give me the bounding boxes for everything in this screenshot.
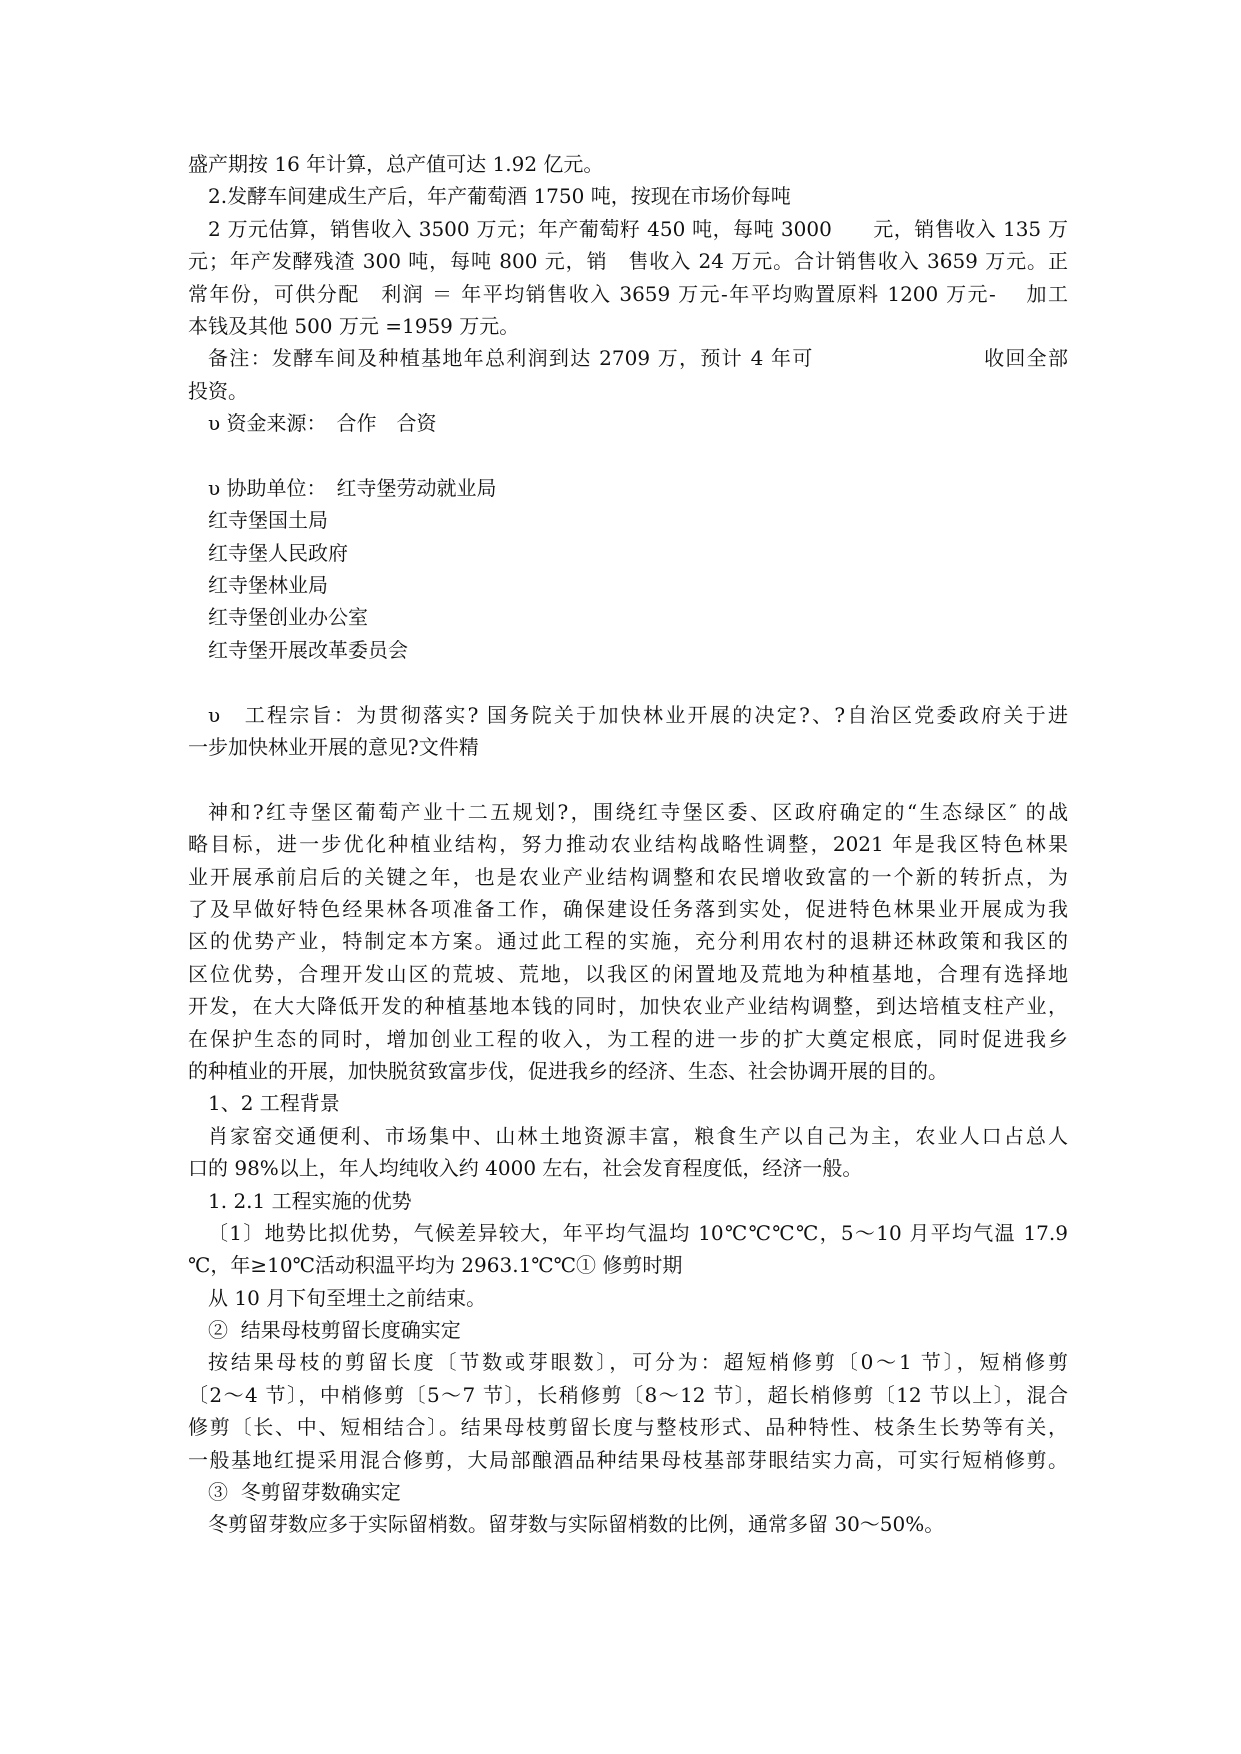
blank-line: [188, 440, 1068, 472]
text-line: 略目标，进一步优化种植业结构，努力推动农业结构战略性调整，2021 年是我区特色林果: [188, 832, 1068, 857]
text-line: 了及早做好特色经果林各项准备工作，确保建设任务落到实处，促进特色林果业开展成为我: [188, 896, 1068, 921]
text-line: 〔2～4 节〕，中梢修剪〔5～7 节〕，长稍修剪〔8～12 节〕，超长梢修剪〔12 节以上〕，混合: [188, 1382, 1068, 1407]
text-line: 本钱及其他 500 万元 =1959 万元。: [188, 313, 520, 338]
text-line: 一般基地红提采用混合修剪，大局部酿酒品种结果母枝基部芽眼结实力高，可实行短梢修剪。: [188, 1447, 1068, 1472]
text-line: 肖家窑交通便利、市场集中、山林土地资源丰富，粮食生产以自己为主，农业人口占总人: [208, 1123, 1068, 1148]
text-line: υ 资金来源： 合作 合资: [208, 411, 437, 436]
text-line: 元；年产发酵残渣 300 吨，每吨 800 元，销 售收入 24 万元。合计销售收入 3659 万元。正: [188, 249, 1068, 274]
text-line: 红寺堡国土局: [208, 508, 328, 533]
text-line: 红寺堡人民政府: [208, 540, 348, 565]
section-heading: 1、2 工程背景: [208, 1091, 340, 1116]
text-line: 区位优势，合理开发山区的荒坡、荒地，以我区的闲置地及荒地为种植基地，合理有选择地: [188, 961, 1068, 986]
text-line: 红寺堡开展改革委员会: [208, 637, 408, 662]
text-line: 从 10 月下旬至埋土之前结束。: [208, 1285, 487, 1310]
text-line: 修剪〔长、中、短相结合〕。结果母枝剪留长度与整枝形式、品种特性、枝条生长势等有关，: [188, 1415, 1068, 1440]
text-line: 在保护生态的同时，增加创业工程的收入，为工程的进一步的扩大奠定根底，同时促进我乡: [188, 1026, 1068, 1051]
document-page: [188, 148, 1068, 1541]
text-line: 〔1〕地势比拟优势，气候差异较大，年平均气温均 10℃℃℃℃，5～10 月平均气温 17.9: [208, 1220, 1068, 1245]
text-line: 冬剪留芽数应多于实际留梢数。留芽数与实际留梢数的比例，通常多留 30～50%。: [208, 1512, 945, 1537]
text-line: 红寺堡创业办公室: [208, 605, 368, 630]
text-line: 备注：发酵车间及种植基地年总利润到达 2709 万，预计 4 年可 收回全部: [208, 346, 1068, 371]
text-line: 区的优势产业，特制定本方案。通过此工程的实施，充分利用农村的退耕还林政策和我区的: [188, 929, 1068, 954]
text-line: 的种植业的开展，加快脱贫致富步伐，促进我乡的经济、生态、社会协调开展的目的。: [188, 1058, 948, 1083]
text-line: υ 工程宗旨：为贯彻落实? 国务院关于加快林业开展的决定?、?自治区党委政府关于进: [208, 702, 1068, 727]
text-line: 按结果母枝的剪留长度〔节数或芽眼数〕，可分为：超短梢修剪〔0～1 节〕，短梢修剪: [208, 1350, 1068, 1375]
text-line: 投资。: [188, 378, 248, 403]
text-line: 口的 98%以上，年人均纯收入约 4000 左右，社会发育程度低，经济一般。: [188, 1156, 863, 1181]
text-line: 2.发酵车间建成生产后，年产葡萄酒 1750 吨，按现在市场价每吨: [208, 184, 791, 209]
text-line: 2 万元估算，销售收入 3500 万元；年产葡萄籽 450 吨，每吨 3000 元，销售收入 135 万: [208, 216, 1068, 241]
text-line: ℃，年≥10℃活动积温平均为 2963.1℃℃① 修剪时期: [188, 1253, 683, 1278]
text-line: 常年份，可供分配 利润 ＝ 年平均销售收入 3659 万元-年平均购置原料 1200 万元- 加工: [188, 281, 1068, 306]
text-line: ③ 冬剪留芽数确实定: [208, 1480, 401, 1505]
text-line: 一步加快林业开展的意见?文件精: [188, 735, 479, 760]
text-line: 盛产期按 16 年计算，总产值可达 1.92 亿元。: [188, 152, 604, 176]
text-line: 开发，在大大降低开发的种植基地本钱的同时，加快农业产业结构调整，到达培植支柱产业，: [188, 994, 1068, 1019]
section-heading: 1. 2.1 工程实施的优势: [208, 1188, 412, 1213]
text-line: 神和?红寺堡区葡萄产业十二五规划?，围绕红寺堡区委、区政府确定的“生态绿区″ 的战: [208, 799, 1068, 824]
text-line: ② 结果母枝剪留长度确实定: [208, 1318, 461, 1343]
text-line: 红寺堡林业局: [208, 573, 328, 598]
blank-line: [188, 666, 1068, 698]
blank-line: [188, 763, 1068, 795]
text-line: υ 协助单位： 红寺堡劳动就业局: [208, 475, 497, 500]
text-line: 业开展承前启后的关键之年，也是农业产业结构调整和农民增收致富的一个新的转折点，为: [188, 864, 1068, 889]
